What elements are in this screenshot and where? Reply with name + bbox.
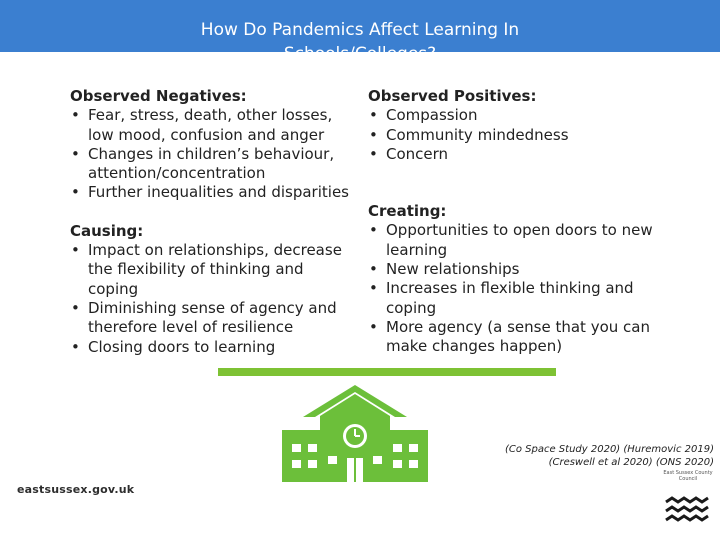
citation-line: (Creswell et al 2020) (ONS 2020): [548, 456, 714, 468]
right-column: [368, 87, 678, 357]
negatives-heading: Observed Negatives:: [70, 87, 247, 105]
list-item: • Changes in children’s behaviour, attention/concentration: [70, 145, 350, 184]
council-logo: [660, 470, 716, 536]
list-item: • New relationships: [368, 260, 678, 279]
list-item: • Opportunities to open doors to new learning: [368, 221, 678, 260]
divider-line: [218, 368, 556, 376]
slide-title: How Do Pandemics Affect Learning In Schools/Colleges?: [200, 20, 520, 64]
list-item: • Fear, stress, death, other losses, low mood, confusion and anger: [70, 106, 350, 145]
list-item: • Community mindedness: [368, 126, 678, 145]
list-item: • Further inequalities and disparities: [70, 183, 350, 202]
list-item: • Diminishing sense of agency and therefore level of resilience: [70, 299, 350, 338]
school-building-icon: [270, 382, 440, 482]
list-item: • Increases in flexible thinking and coping: [368, 279, 678, 318]
list-item: • Compassion: [368, 106, 678, 125]
list-item: • Concern: [368, 145, 678, 164]
negatives-list: [70, 106, 350, 202]
title-bar: [0, 0, 720, 64]
council-name: East Sussex County Council: [663, 470, 713, 482]
creating-heading: Creating:: [368, 202, 447, 221]
left-column: [70, 87, 350, 357]
citation-line: (Co Space Study 2020) (Huremovic 2019): [504, 444, 714, 455]
list-item: • Impact on relationships, decrease the flexibility of thinking and coping: [70, 241, 350, 299]
positives-heading: Observed Positives:: [368, 87, 537, 105]
list-item: • More agency (a sense that you can make changes happen): [368, 318, 678, 357]
wave-logo-icon: [664, 496, 712, 530]
causing-list: [70, 241, 350, 357]
citations: [504, 444, 714, 469]
causing-heading: Causing:: [70, 221, 144, 240]
list-item: • Closing doors to learning: [70, 338, 350, 357]
creating-list: [368, 221, 678, 356]
positives-list: [368, 106, 678, 164]
website-link[interactable]: eastsussex.gov.uk: [17, 483, 135, 496]
